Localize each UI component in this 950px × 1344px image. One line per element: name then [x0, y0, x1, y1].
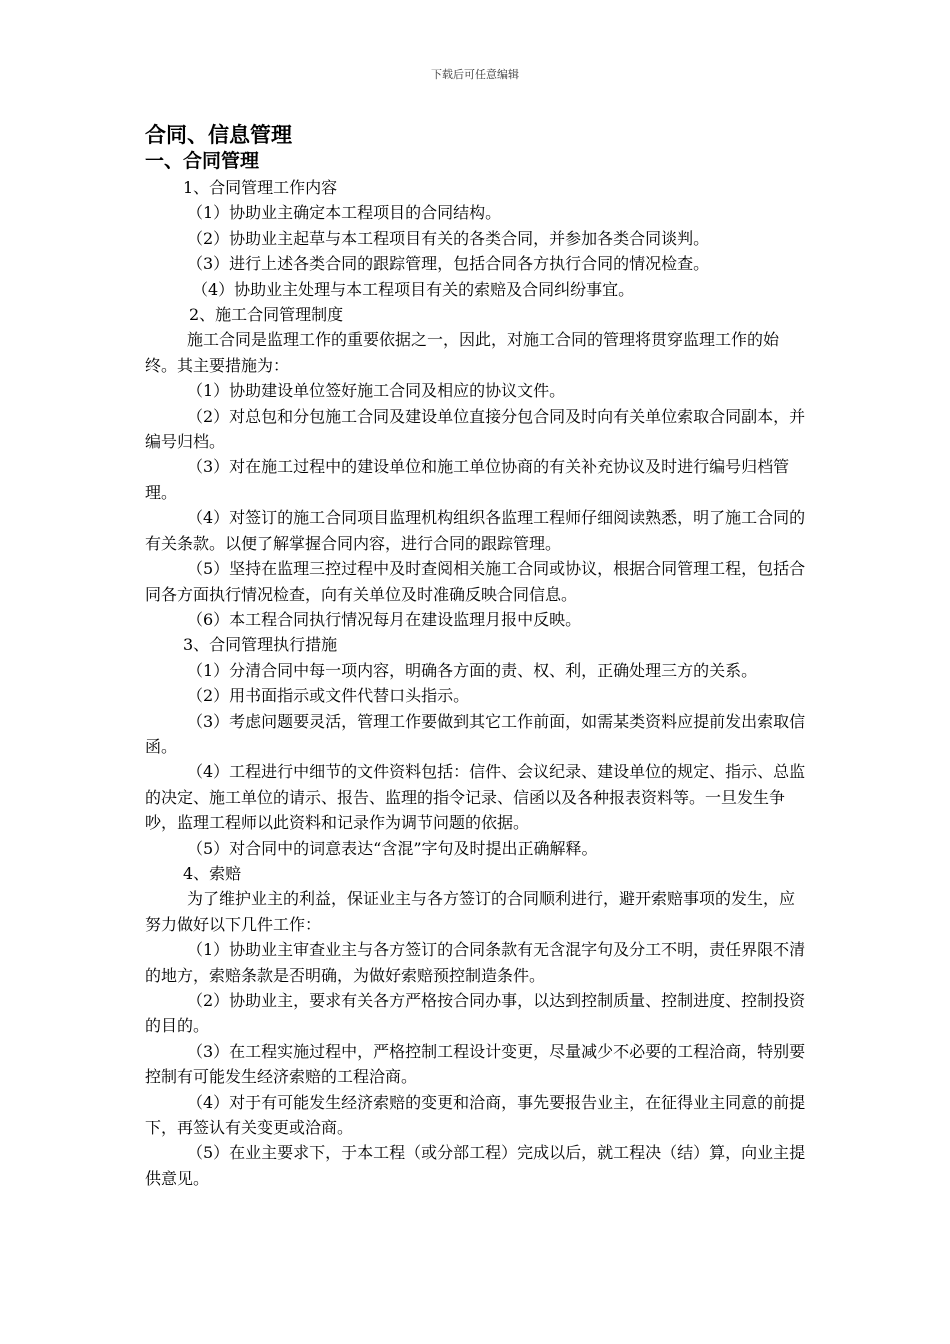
paragraph: （4）协助业主处理与本工程项目有关的索赔及合同纠纷事宜。 — [192, 279, 635, 299]
paragraph: （2）用书面指示或文件代替口头指示。 — [187, 686, 470, 706]
paragraph: （3）考虑问题要灵活，管理工作要做到其它工作前面，如需某类资料应提前发出索取信函。 — [145, 711, 806, 756]
document-body — [145, 122, 810, 1191]
paragraph: （4）对于有可能发生经济索赔的变更和洽商，事先要报告业主，在征得业主同意的前提下，再签认有关变更或洽商。 — [145, 1092, 806, 1138]
paragraph: （1）协助业主确定本工程项目的合同结构。 — [187, 203, 502, 223]
subsection-heading: 3、合同管理执行措施 — [183, 635, 338, 655]
paragraph: （5）对合同中的词意表达“含混”字句及时提出正确解释。 — [187, 838, 598, 858]
page-header: 下载后可任意编辑 — [431, 68, 519, 81]
section-heading: 一、合同管理 — [145, 150, 260, 172]
paragraph: 为了维护业主的利益，保证业主与各方签订的合同顺利进行，避开索赔事项的发生，应努力做好以下几件工作： — [145, 889, 796, 934]
paragraph: （6）本工程合同执行情况每月在建设监理月报中反映。 — [187, 609, 582, 629]
paragraph: （1）分清合同中每一项内容，明确各方面的责、权、利，正确处理三方的关系。 — [187, 660, 758, 680]
paragraph-list — [145, 175, 810, 1191]
paragraph: （3）对在施工过程中的建设单位和施工单位协商的有关补充协议及时进行编号归档管理。 — [145, 457, 790, 502]
paragraph: （2）对总包和分包施工合同及建设单位直接分包合同及时向有关单位索取合同副本，并编号归档。 — [145, 406, 806, 452]
paragraph: （3）在工程实施过程中，严格控制工程设计变更，尽量减少不必要的工程洽商，特别要控制有可能发生经济索赔的工程洽商。 — [145, 1041, 806, 1087]
paragraph: （4）对签订的施工合同项目监理机构组织各监理工程师仔细阅读熟悉，明了施工合同的有关条款。以便了解掌握合同内容，进行合同的跟踪管理。 — [145, 508, 806, 553]
subsection-heading: 2、施工合同管理制度 — [189, 305, 344, 325]
document-title: 合同、信息管理 — [145, 123, 292, 147]
paragraph: （2）协助业主，要求有关各方严格按合同办事，以达到控制质量、控制进度、控制投资的目的。 — [145, 991, 806, 1036]
paragraph: （4）工程进行中细节的文件资料包括：信件、会议纪录、建设单位的规定、指示、总监的决定、施工单位的请示、报告、监理的指令记录、信函以及各种报表资料等。一旦发生争吵，监理工程师以此资料和记录作为调节问题的依据。 — [145, 762, 806, 833]
paragraph: （5）坚持在监理三控过程中及时查阅相关施工合同或协议，根据合同管理工程，包括合同各方面执行情况检查，向有关单位及时准确反映合同信息。 — [145, 559, 806, 604]
subsection-heading: 1、合同管理工作内容 — [183, 178, 338, 197]
paragraph: 施工合同是监理工作的重要依据之一，因此，对施工合同的管理将贯穿监理工作的始终。其主要措施为： — [145, 330, 780, 375]
paragraph: （1）协助建设单位签好施工合同及相应的协议文件。 — [187, 381, 566, 401]
paragraph: （3）进行上述各类合同的跟踪管理，包括合同各方执行合同的情况检查。 — [187, 254, 710, 274]
subsection-heading: 4、索赔 — [183, 863, 242, 883]
paragraph: （2）协助业主起草与本工程项目有关的各类合同，并参加各类合同谈判。 — [187, 228, 710, 248]
paragraph: （1）协助业主审查业主与各方签订的合同条款有无含混字句及分工不明，责任界限不清的地方，索赔条款是否明确，为做好索赔预控制造条件。 — [145, 940, 806, 985]
paragraph: （5）在业主要求下，于本工程（或分部工程）完成以后，就工程决（结）算，向业主提供意见。 — [145, 1143, 806, 1188]
